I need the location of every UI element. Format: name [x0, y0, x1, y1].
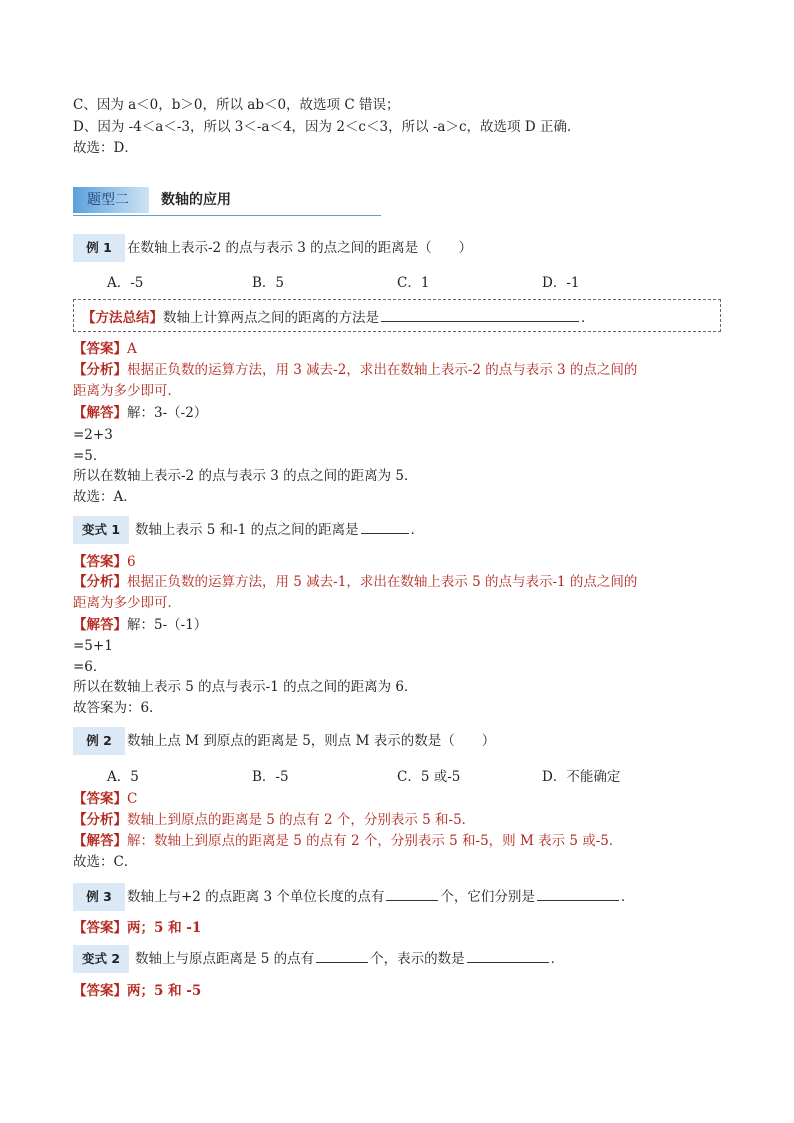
- option-b: B．-5: [252, 769, 289, 785]
- fill-blank: [467, 948, 549, 963]
- answer-line: 【答案】两；5 和 -5: [73, 983, 202, 999]
- fill-blank: [361, 519, 409, 534]
- question-text: 数轴上表示 5 和-1 的点之间的距离是 ．: [135, 516, 424, 544]
- conclusion-line: 故选：C．: [73, 854, 138, 870]
- solution-line: 【解答】解：3-（-2）: [73, 405, 208, 421]
- option-d: D．不能确定: [542, 769, 621, 785]
- section-header: [73, 187, 381, 217]
- question-text: 在数轴上表示-2 的点与表示 3 的点之间的距离是（ ）: [127, 240, 473, 256]
- answer-line: 【答案】6: [73, 554, 136, 570]
- option-d: D．-1: [542, 275, 580, 291]
- example-tag: 例 1: [73, 234, 125, 262]
- fill-blank: [381, 307, 579, 322]
- solution-line: =5．: [73, 448, 107, 464]
- solution-line: =2+3: [73, 427, 113, 443]
- option-a: A．5: [107, 769, 139, 785]
- analysis-line: 距离为多少即可．: [73, 383, 181, 399]
- analysis-line: 【分析】根据正负数的运算方法，用 5 减去-1，求出在数轴上表示 5 的点与表示-1 的点之间的: [73, 574, 638, 590]
- solution-line: 所以在数轴上表示 5 的点与表示-1 的点之间的距离为 6．: [73, 679, 418, 695]
- section-tab: 题型二: [73, 187, 149, 213]
- option-b: B．5: [252, 275, 285, 291]
- text-line: C、因为 a＜0，b＞0，所以 ab＜0，故选项 C 错误；: [73, 97, 400, 113]
- method-summary-box: 【方法总结】数轴上计算两点之间的距离的方法是 ．: [73, 299, 721, 332]
- analysis-line: 【分析】数轴上到原点的距离是 5 的点有 2 个，分别表示 5 和-5．: [73, 812, 476, 828]
- solution-line: =5+1: [73, 638, 113, 654]
- fill-blank: [537, 886, 619, 901]
- conclusion-line: 故答案为：6．: [73, 700, 163, 716]
- solution-line: 【解答】解：数轴上到原点的距离是 5 的点有 2 个，分别表示 5 和-5，则 M 表示 5 或-5．: [73, 833, 623, 849]
- option-c: C．5 或-5: [397, 769, 461, 785]
- answer-line: 【答案】C: [73, 791, 138, 807]
- fill-blank: [316, 948, 368, 963]
- method-label: 【方法总结】: [82, 310, 163, 326]
- method-text: 数轴上计算两点之间的距离的方法是: [163, 310, 379, 326]
- text-line: 故选：D．: [73, 140, 138, 156]
- solution-line: 所以在数轴上表示-2 的点与表示 3 的点之间的距离为 5．: [73, 468, 418, 484]
- example-tag: 例 2: [73, 727, 125, 755]
- variant-tag: 变式 1: [73, 516, 129, 544]
- text-line: D、因为 -4＜a＜-3，所以 3＜-a＜4，因为 2＜c＜3，所以 -a＞c，故选项 D 正确．: [73, 119, 581, 135]
- analysis-line: 【分析】根据正负数的运算方法，用 3 减去-2，求出在数轴上表示-2 的点与表示 3 的点之间的: [73, 362, 638, 378]
- section-title: 数轴的应用: [161, 192, 231, 208]
- variant-tag: 变式 2: [73, 945, 129, 973]
- solution-line: =6．: [73, 659, 107, 675]
- answer-line: 【答案】A: [73, 341, 137, 357]
- question-text: 数轴上与+2 的点距离 3 个单位长度的点有 个，它们分别是 ．: [127, 883, 634, 911]
- fill-blank: [386, 886, 438, 901]
- option-a: A．-5: [107, 275, 144, 291]
- analysis-line: 距离为多少即可．: [73, 595, 181, 611]
- question-text: 数轴上点 M 到原点的距离是 5，则点 M 表示的数是（ ）: [127, 733, 496, 749]
- section-underline: [73, 215, 381, 216]
- solution-line: 【解答】解：5-（-1）: [73, 617, 208, 633]
- question-text: 数轴上与原点距离是 5 的点有 个，表示的数是 ．: [135, 945, 564, 973]
- option-c: C．1: [397, 275, 430, 291]
- conclusion-line: 故选：A．: [73, 489, 137, 505]
- example-tag: 例 3: [73, 883, 125, 911]
- answer-line: 【答案】两；5 和 -1: [73, 920, 202, 936]
